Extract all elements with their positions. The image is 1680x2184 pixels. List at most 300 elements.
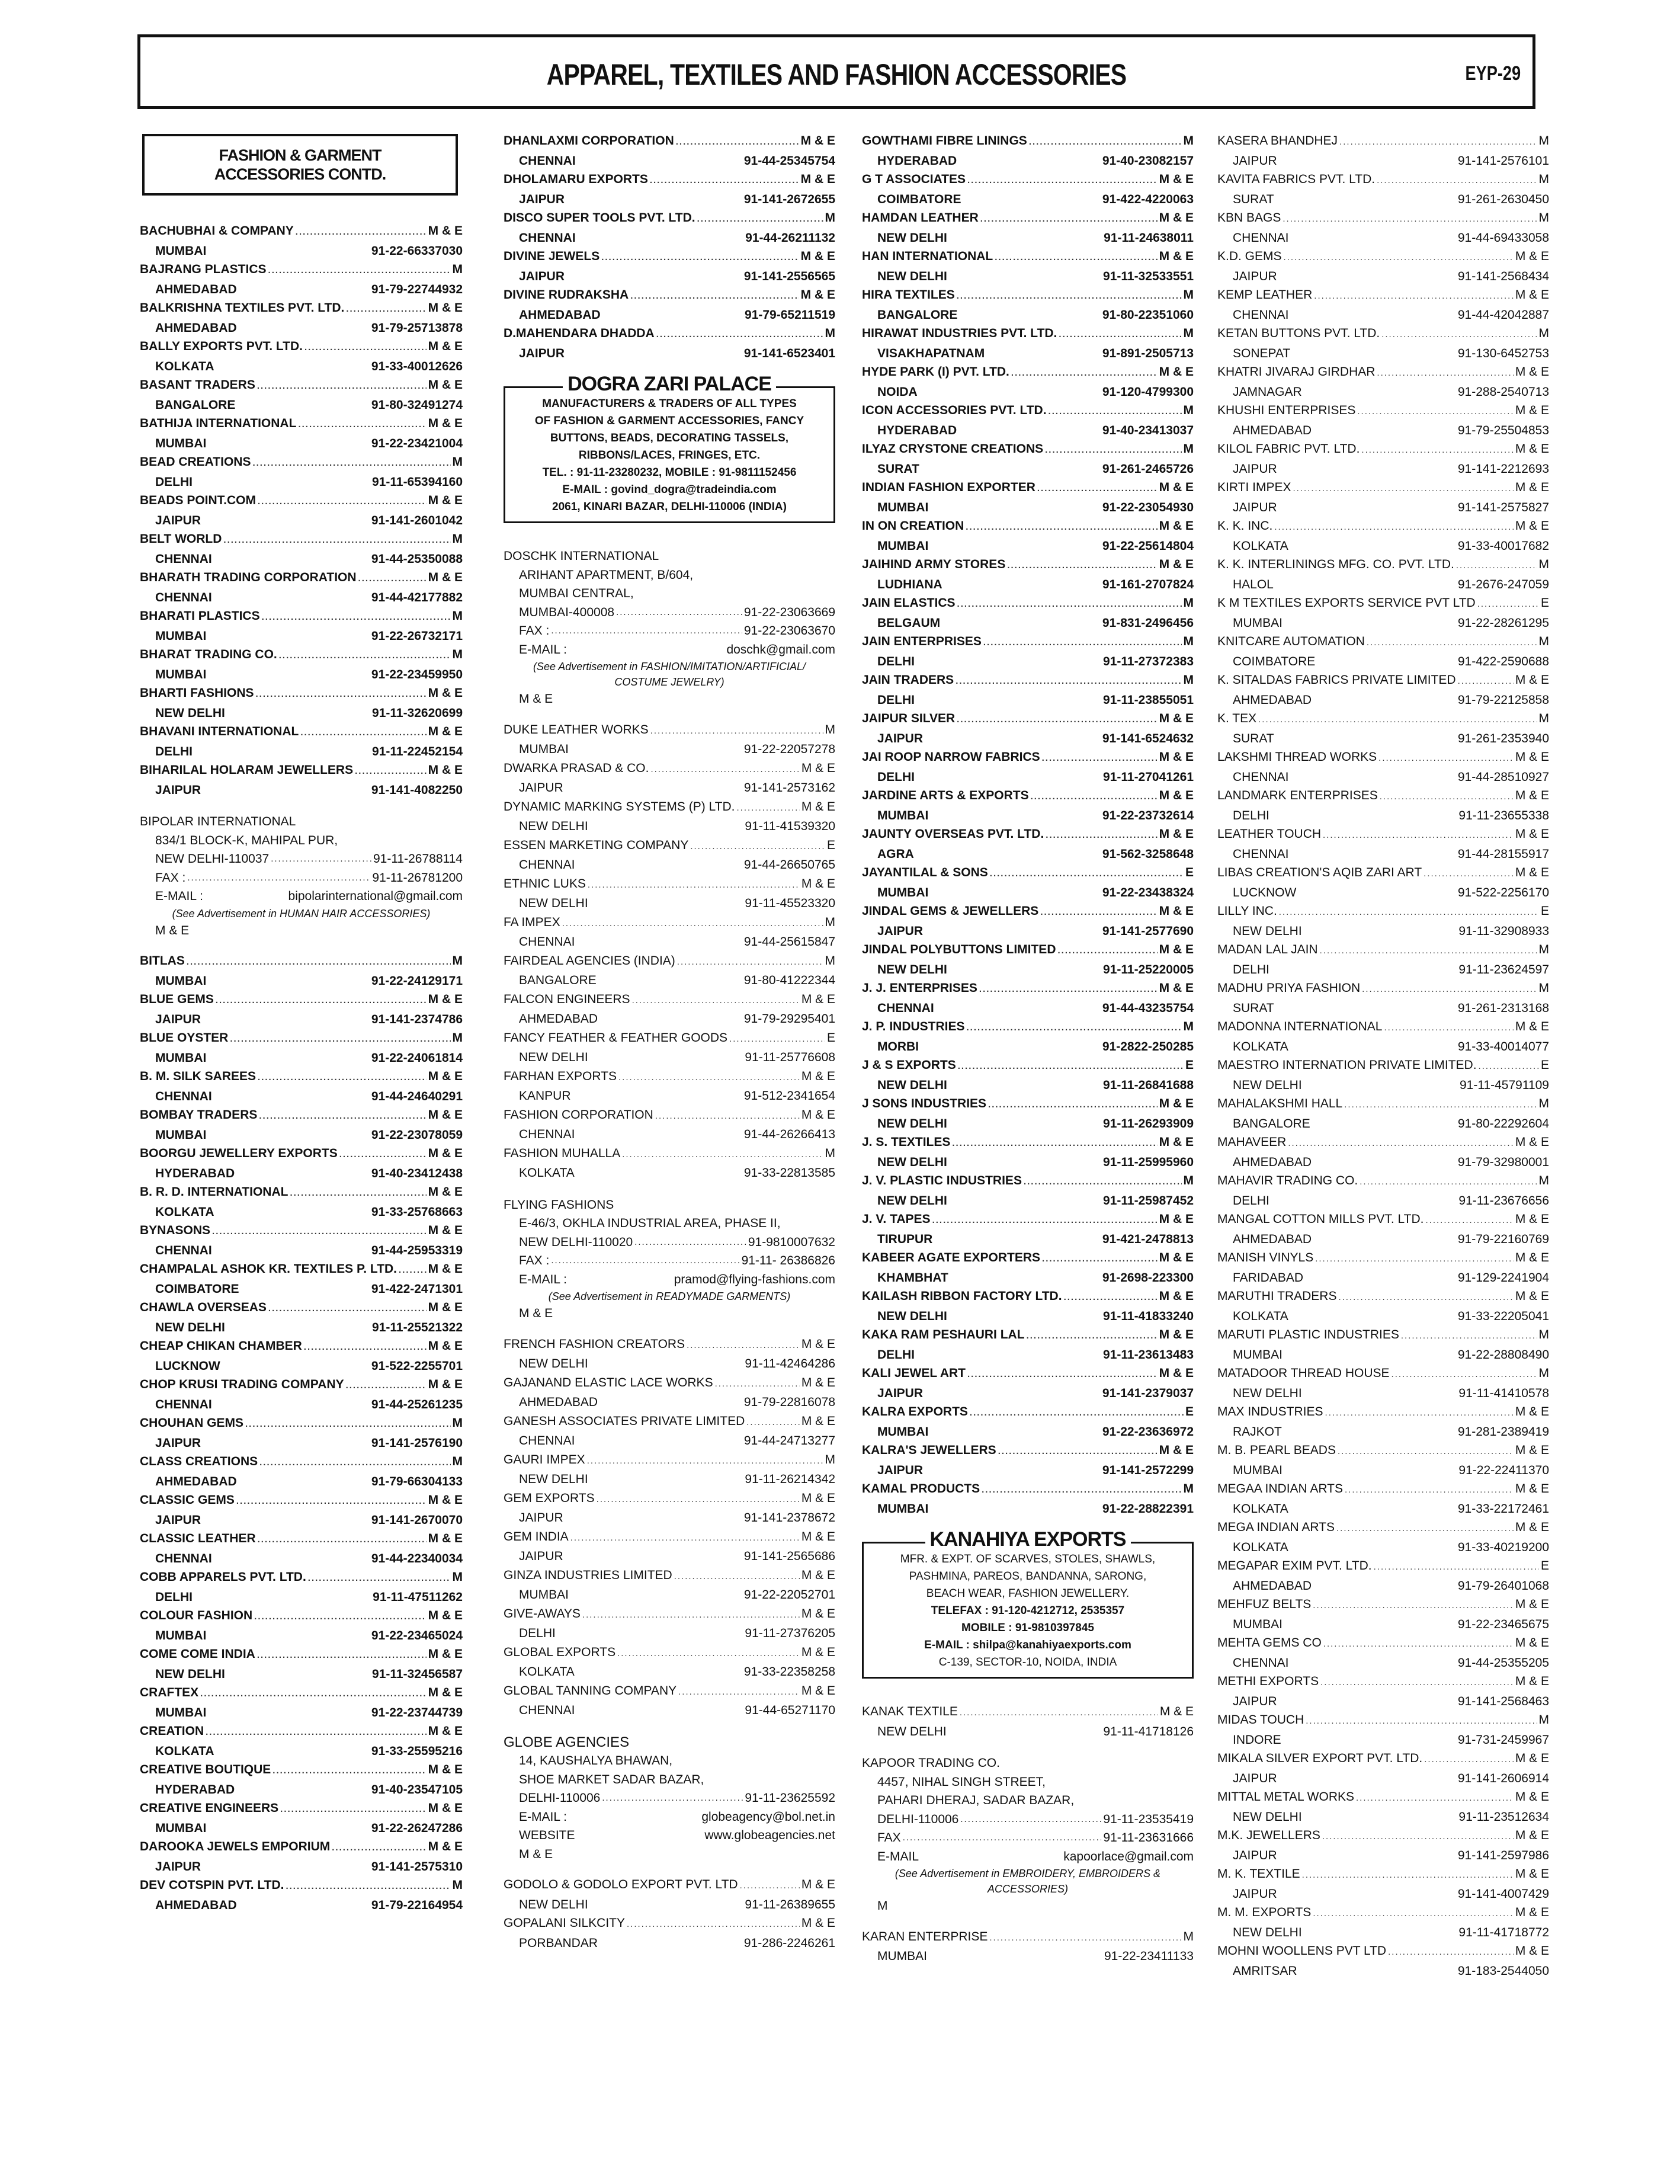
listing-location-row bbox=[504, 1509, 835, 1527]
phone-number: 91-44-25953319 bbox=[371, 1243, 463, 1257]
phone-number: 91-22-23411133 bbox=[1104, 1949, 1194, 1963]
phone-number: 91-522-2256170 bbox=[1457, 885, 1549, 899]
email-label: E-MAIL : bbox=[519, 1810, 567, 1824]
listing-entry bbox=[862, 979, 1194, 1017]
email-address[interactable]: pramod@flying-fashions.com bbox=[674, 1272, 835, 1286]
listing-entry bbox=[140, 1106, 463, 1144]
city: NEW DELHI bbox=[1233, 1386, 1302, 1400]
listing-name-row bbox=[862, 170, 1194, 190]
category-code: M & E bbox=[800, 134, 835, 148]
listing-location-row bbox=[1217, 1923, 1549, 1942]
listing-name-row bbox=[1217, 1056, 1549, 1076]
listing-location-row bbox=[504, 856, 835, 875]
company-name: DIVINE RUDRAKSHA bbox=[504, 288, 629, 302]
listing-location-row bbox=[1217, 498, 1549, 517]
listing-location-row bbox=[140, 1164, 463, 1183]
listing-name-row bbox=[1217, 324, 1549, 344]
listing-name-row bbox=[504, 875, 835, 895]
dot-leader bbox=[1283, 210, 1537, 229]
city: AHMEDABAD bbox=[519, 1012, 598, 1026]
category-code: M & E bbox=[1515, 365, 1549, 379]
listing-block-bipolar bbox=[140, 812, 463, 940]
section-heading-line1: FASHION & GARMENT bbox=[219, 146, 381, 164]
phone-number: 91-22-23438324 bbox=[1102, 885, 1194, 899]
listing-name-row bbox=[504, 720, 835, 741]
listing-entry bbox=[140, 1722, 463, 1760]
city: NEW DELHI bbox=[1233, 1810, 1302, 1824]
category-code: M & E bbox=[801, 1337, 835, 1351]
listing-entry bbox=[140, 1491, 463, 1529]
address-line: 4457, NIHAL SINGH STREET, bbox=[877, 1775, 1046, 1789]
listing-location-row bbox=[140, 1819, 463, 1838]
category-code: M & E bbox=[428, 1609, 463, 1622]
phone-number: 91-44-25345754 bbox=[743, 153, 835, 168]
city: CHENNAI bbox=[519, 935, 575, 949]
listing-location-row bbox=[140, 1665, 463, 1684]
category-code: M & E bbox=[1515, 1405, 1549, 1418]
dot-leader bbox=[236, 1492, 427, 1511]
category-code: M & E bbox=[801, 1568, 835, 1582]
category-code: M & E bbox=[801, 1683, 835, 1698]
phone-number: 91-22-23744739 bbox=[371, 1705, 463, 1719]
company-name: MANGAL COTTON MILLS PVT. LTD. bbox=[1217, 1212, 1424, 1226]
phone-number: 91-11-45791109 bbox=[1459, 1078, 1549, 1092]
category-code: M & E bbox=[428, 1147, 463, 1160]
advertisement-line: C-139, SECTOR-10, NOIDA, INDIA bbox=[938, 1656, 1117, 1669]
listing-location-row bbox=[140, 434, 463, 453]
company-name: D.MAHENDARA DHADDA bbox=[504, 326, 655, 340]
listing-name-row bbox=[862, 132, 1194, 152]
company-name: MAX INDUSTRIES bbox=[1217, 1405, 1323, 1418]
listing-entry bbox=[140, 607, 463, 645]
category-code: M bbox=[1538, 558, 1549, 571]
phone-number: 91-11-25987452 bbox=[1103, 1193, 1194, 1208]
category-code: M bbox=[1538, 1097, 1549, 1110]
phone-number: 91-261-2353940 bbox=[1457, 731, 1549, 745]
phone-number: 91-22-23465024 bbox=[371, 1628, 463, 1642]
listing-location-row bbox=[140, 1434, 463, 1453]
category-code: M & E bbox=[519, 1306, 553, 1320]
listing-name-row bbox=[140, 453, 463, 473]
company-name: CHOUHAN GEMS bbox=[140, 1416, 244, 1430]
city: JAIPUR bbox=[155, 513, 201, 527]
category-code: M & E bbox=[1159, 558, 1194, 571]
dot-leader bbox=[279, 646, 451, 665]
listing-name-row bbox=[140, 1298, 463, 1318]
dot-leader bbox=[1458, 672, 1514, 691]
company-name: CLASSIC GEMS bbox=[140, 1493, 235, 1507]
company-name: CHAWLA OVERSEAS bbox=[140, 1301, 267, 1314]
listing-location-row bbox=[1217, 267, 1549, 286]
listing-location-row bbox=[862, 1307, 1194, 1326]
listing-name-row bbox=[862, 478, 1194, 498]
category-code: M & E bbox=[1515, 827, 1549, 841]
dot-leader bbox=[1045, 441, 1181, 460]
company-name: K. K. INC. bbox=[1217, 519, 1273, 533]
dot-leader bbox=[290, 1184, 426, 1203]
city: SURAT bbox=[877, 462, 919, 476]
dot-leader bbox=[1037, 479, 1158, 498]
company-name: CLASS CREATIONS bbox=[140, 1455, 258, 1468]
city: NEW DELHI bbox=[519, 1357, 588, 1370]
listing-location-row bbox=[862, 229, 1194, 248]
listing-entry bbox=[862, 1248, 1194, 1287]
listing-location-row bbox=[504, 1895, 835, 1914]
category-code: M & E bbox=[1159, 365, 1194, 379]
category-code: M bbox=[1183, 442, 1194, 456]
listing-entry bbox=[140, 684, 463, 722]
category-code: M & E bbox=[1159, 519, 1194, 533]
city: MUMBAI bbox=[877, 539, 929, 553]
listing-location-row bbox=[862, 614, 1194, 633]
listing-name-row bbox=[504, 759, 835, 779]
listing-name-row bbox=[862, 671, 1194, 691]
city: NEW DELHI bbox=[519, 1472, 588, 1486]
phone-number: 91-44-26266413 bbox=[743, 1128, 835, 1141]
listing-name-row bbox=[862, 324, 1194, 344]
listing-location-row bbox=[140, 704, 463, 723]
dot-leader bbox=[1356, 1789, 1514, 1808]
city: BANGALORE bbox=[519, 973, 597, 987]
dot-leader bbox=[1040, 903, 1157, 922]
city: JAIPUR bbox=[519, 781, 563, 795]
city: MUMBAI bbox=[877, 1424, 929, 1439]
category-code: M & E bbox=[155, 923, 190, 937]
listing-location-row bbox=[504, 971, 835, 990]
company-name: ESSEN MARKETING COMPANY bbox=[504, 838, 689, 852]
city: RAJKOT bbox=[1233, 1424, 1282, 1439]
category-code: M & E bbox=[1515, 673, 1549, 687]
category-code: M & E bbox=[1159, 1251, 1194, 1264]
phone-number: 91-11-23512634 bbox=[1458, 1810, 1549, 1824]
dot-leader bbox=[967, 171, 1158, 190]
website-link[interactable]: www.globeagencies.net bbox=[704, 1828, 835, 1842]
fax-row bbox=[140, 869, 463, 888]
listing-location-row bbox=[1217, 1962, 1549, 1981]
company-name: MEGAA INDIAN ARTS bbox=[1217, 1482, 1343, 1496]
phone-number: 91-22-66337030 bbox=[371, 244, 463, 258]
listing-location-row bbox=[504, 1432, 835, 1450]
category-code: M bbox=[1538, 943, 1549, 956]
city: JAIPUR bbox=[519, 1511, 563, 1525]
phone-number: 91-40-23413037 bbox=[1102, 423, 1194, 437]
listing-name-row bbox=[862, 286, 1194, 306]
company-name: GAJANAND ELASTIC LACE WORKS bbox=[504, 1375, 713, 1389]
dot-leader bbox=[957, 710, 1158, 729]
dot-leader bbox=[952, 1134, 1157, 1153]
city: NEW DELHI bbox=[1233, 924, 1302, 938]
listing-name-row bbox=[1217, 555, 1549, 575]
category-code: M & E bbox=[428, 1224, 463, 1237]
city: CHENNAI bbox=[155, 1397, 212, 1411]
phone-number: 91-22-25614804 bbox=[1102, 539, 1194, 553]
dot-leader bbox=[966, 518, 1157, 537]
dot-leader bbox=[346, 1376, 427, 1395]
phone-number: 91-141-2378672 bbox=[743, 1511, 835, 1525]
category-code: M & E bbox=[1515, 1251, 1549, 1264]
city: HYDERABAD bbox=[155, 1166, 235, 1180]
listing-location-row bbox=[862, 922, 1194, 941]
company-name: GIVE-AWAYS bbox=[504, 1606, 581, 1621]
phone-number: 91-11-26214342 bbox=[745, 1472, 835, 1486]
dot-leader bbox=[339, 1145, 427, 1164]
dot-leader bbox=[230, 1030, 450, 1049]
phone-number: 91-141-4082250 bbox=[371, 783, 463, 797]
website-label: WEBSITE bbox=[519, 1828, 575, 1842]
dot-leader bbox=[1339, 133, 1537, 152]
listing-location-row bbox=[140, 1896, 463, 1915]
phone-number: 91-141-2672655 bbox=[743, 192, 835, 206]
phone-number: 91-44-22340034 bbox=[371, 1551, 463, 1565]
phone-number: 91-22-23465675 bbox=[1457, 1617, 1549, 1631]
address-line: 834/1 BLOCK-K, MAHIPAL PUR, bbox=[155, 833, 338, 847]
listing-name-row bbox=[1217, 1672, 1549, 1692]
city: JAIPUR bbox=[519, 269, 565, 283]
company-name: IN ON CREATION bbox=[862, 519, 964, 533]
city: NEW DELHI bbox=[155, 706, 225, 720]
city: NOIDA bbox=[877, 385, 918, 399]
category-code: M & E bbox=[428, 1686, 463, 1699]
listing-entry bbox=[504, 209, 835, 247]
listing-location-row bbox=[1217, 1384, 1549, 1403]
category-code: M bbox=[452, 609, 463, 623]
listing-entry bbox=[1217, 1480, 1549, 1518]
dot-leader bbox=[740, 1876, 800, 1895]
dot-leader bbox=[1384, 1019, 1513, 1037]
phone-number: 91-422-2471301 bbox=[371, 1282, 463, 1296]
dot-leader bbox=[1338, 1288, 1513, 1307]
city: DELHI bbox=[1233, 1193, 1269, 1208]
listing-location-row bbox=[862, 190, 1194, 209]
listing-name: FLYING FASHIONS bbox=[504, 1197, 614, 1212]
category-code: M bbox=[1538, 712, 1549, 725]
listing-entry bbox=[1217, 1942, 1549, 1980]
category-code: M bbox=[452, 1455, 463, 1468]
company-name: HAN INTERNATIONAL bbox=[862, 249, 993, 263]
listing-name-row bbox=[140, 1722, 463, 1742]
dot-leader bbox=[304, 1338, 427, 1357]
company-name: J. V. PLASTIC INDUSTRIES bbox=[862, 1174, 1022, 1187]
category-code: M & E bbox=[428, 301, 463, 315]
category-code: M & E bbox=[801, 1107, 835, 1122]
category-code: M & E bbox=[801, 761, 835, 775]
listing-location-row bbox=[1217, 1538, 1549, 1557]
company-name: LIBAS CREATION'S AQIB ZARI ART bbox=[1217, 866, 1422, 879]
dot-leader bbox=[1279, 903, 1539, 922]
company-name: MIKALA SILVER EXPORT PVT. LTD. bbox=[1217, 1751, 1423, 1765]
listing-location-row bbox=[862, 729, 1194, 748]
listing-entry bbox=[140, 1876, 463, 1914]
phone-number: 91-44-69433058 bbox=[1457, 230, 1549, 245]
phone-row bbox=[504, 603, 835, 622]
city: MUMBAI bbox=[877, 808, 929, 822]
category-code: M & E bbox=[800, 172, 835, 186]
listing-name-row bbox=[1217, 401, 1549, 421]
listing-entry bbox=[862, 1017, 1194, 1056]
city: KOLKATA bbox=[155, 1744, 214, 1758]
listing-entry bbox=[504, 170, 835, 209]
listing-location-row bbox=[1217, 1500, 1549, 1519]
email-address[interactable]: kapoorlace@gmail.com bbox=[1063, 1849, 1194, 1863]
phone-number: 91-22-23078059 bbox=[371, 1128, 463, 1142]
company-name: KALI JEWEL ART bbox=[862, 1366, 966, 1380]
listing-name-row bbox=[1217, 1749, 1549, 1769]
city: MUMBAI bbox=[877, 500, 929, 514]
listing-entry bbox=[1217, 1441, 1549, 1480]
listing-entry bbox=[862, 902, 1194, 940]
dot-leader bbox=[1323, 826, 1514, 845]
fax-row bbox=[504, 1251, 835, 1270]
company-name: CLASSIC LEATHER bbox=[140, 1532, 256, 1545]
email-row bbox=[140, 887, 463, 906]
category-code: E bbox=[826, 1030, 835, 1045]
listing-name-row bbox=[140, 568, 463, 588]
category-code: M & E bbox=[1515, 1597, 1549, 1611]
city: MUMBAI bbox=[519, 1588, 569, 1602]
listing-name-row bbox=[504, 1875, 835, 1895]
phone-number: 91-11-23625592 bbox=[745, 1791, 835, 1805]
city: JAIPUR bbox=[519, 346, 565, 360]
category-code: M & E bbox=[1515, 750, 1549, 764]
category-code: M & E bbox=[801, 1606, 835, 1621]
address-line: DELHI-110006 bbox=[877, 1812, 959, 1826]
listing-entry bbox=[1217, 748, 1549, 786]
listing-name-row bbox=[140, 1837, 463, 1858]
listing-location-row bbox=[862, 845, 1194, 864]
page-title: APPAREL, TEXTILES AND FASHION ACCESSORIES bbox=[546, 58, 1127, 91]
dot-leader bbox=[650, 722, 823, 741]
listing-name-row bbox=[1217, 940, 1549, 960]
listing-name-row bbox=[1217, 1865, 1549, 1885]
category-code: M & E bbox=[428, 992, 463, 1006]
dot-leader bbox=[256, 685, 427, 704]
phone-number: 91-22-22057278 bbox=[743, 742, 835, 756]
listing-entry bbox=[140, 1645, 463, 1683]
listing-name-row bbox=[140, 491, 463, 511]
phone-number: 91-261-2630450 bbox=[1457, 192, 1549, 206]
listing-location-row bbox=[140, 1126, 463, 1145]
phone-number: 91-11-45523320 bbox=[745, 896, 835, 910]
city: JAIPUR bbox=[877, 1386, 924, 1400]
listing-name-row bbox=[862, 517, 1194, 537]
city: MUMBAI bbox=[155, 973, 207, 988]
listing-name-row bbox=[862, 1287, 1194, 1307]
company-name: DAROOKA JEWELS EMPORIUM bbox=[140, 1840, 331, 1853]
listing-name-row bbox=[140, 1106, 463, 1126]
phone-number: 91-261-2465726 bbox=[1102, 462, 1194, 476]
listing-entry bbox=[140, 1760, 463, 1799]
dot-leader bbox=[206, 1723, 427, 1742]
listing-name-row bbox=[1217, 1942, 1549, 1962]
city: DELHI bbox=[1233, 808, 1269, 822]
company-name: MADAN LAL JAIN bbox=[1217, 943, 1318, 956]
listing-entry bbox=[140, 1799, 463, 1837]
listing-location-row bbox=[862, 1230, 1194, 1249]
category-code: M bbox=[452, 1416, 463, 1430]
listing-entry bbox=[140, 1183, 463, 1221]
phone-number: 91-44-42177882 bbox=[371, 590, 463, 604]
phone-number: 91-11-25220005 bbox=[1103, 962, 1194, 976]
listing-name-row bbox=[140, 607, 463, 627]
company-name: BEADS POINT.COM bbox=[140, 494, 257, 507]
category-code: M & E bbox=[1159, 1212, 1194, 1226]
listing-name-row bbox=[1217, 1480, 1549, 1500]
phone-number: 91-40-23082157 bbox=[1102, 153, 1194, 168]
listing-location-row bbox=[504, 1087, 835, 1106]
category-code: M & E bbox=[1159, 211, 1194, 225]
phone-number: 91-141-2374786 bbox=[371, 1012, 463, 1026]
dot-leader bbox=[715, 1375, 800, 1394]
email-address[interactable]: bipolarinternational@gmail.com bbox=[288, 889, 463, 903]
phone-number: 91-141-2575310 bbox=[371, 1859, 463, 1874]
dot-leader bbox=[1378, 749, 1514, 768]
dot-leader bbox=[562, 914, 823, 933]
listing-location-row bbox=[140, 588, 463, 607]
category-code: M bbox=[825, 326, 835, 340]
city: MUMBAI bbox=[155, 1128, 207, 1142]
listing-location-row bbox=[1217, 1808, 1549, 1827]
company-name: MEHFUZ BELTS bbox=[1217, 1597, 1312, 1611]
listing-location-row bbox=[1217, 1037, 1549, 1056]
listing-entry bbox=[504, 1914, 835, 1952]
dot-leader bbox=[1338, 1442, 1514, 1461]
city: CHENNAI bbox=[519, 858, 575, 872]
dot-leader bbox=[259, 1107, 426, 1126]
listing-name-row bbox=[1217, 286, 1549, 306]
dot-leader bbox=[1024, 1173, 1182, 1192]
listing-name-row bbox=[1217, 247, 1549, 267]
city: MUMBAI bbox=[877, 885, 929, 899]
listing-entry bbox=[140, 1029, 463, 1067]
category-code: M & E bbox=[428, 571, 463, 584]
listing-entry bbox=[862, 1287, 1194, 1325]
company-name: M.K. JEWELLERS bbox=[1217, 1828, 1320, 1842]
company-name: CREATION bbox=[140, 1724, 204, 1738]
listing-name-row bbox=[504, 247, 835, 267]
category-code: M & E bbox=[1159, 1443, 1194, 1457]
category-code: M bbox=[1183, 326, 1194, 340]
email-address[interactable]: doschk@gmail.com bbox=[726, 642, 835, 657]
company-name: ETHNIC LUKS bbox=[504, 876, 586, 891]
category-code: M & E bbox=[801, 1878, 835, 1891]
listing-name-row bbox=[1217, 1248, 1549, 1269]
listing-location-row bbox=[862, 883, 1194, 902]
city: PORBANDAR bbox=[519, 1936, 598, 1950]
listing-entry bbox=[504, 1106, 835, 1144]
company-name: DEV COTSPIN PVT. LTD. bbox=[140, 1878, 284, 1892]
listing-group bbox=[140, 952, 463, 1914]
dot-leader bbox=[1274, 518, 1513, 537]
city: FARIDABAD bbox=[1233, 1270, 1304, 1285]
city: KOLKATA bbox=[519, 1166, 575, 1180]
listing-name-row bbox=[140, 260, 463, 280]
dot-leader bbox=[655, 1107, 800, 1126]
email-address[interactable]: globeagency@bol.net.in bbox=[701, 1810, 835, 1824]
city: AHMEDABAD bbox=[155, 1474, 237, 1488]
advertisement-line: TEL. : 91-11-23280232, MOBILE : 91-9811152456 bbox=[542, 466, 797, 479]
city: NEW DELHI bbox=[1233, 1925, 1302, 1939]
category-code: M & E bbox=[1515, 1867, 1549, 1881]
listing-entry bbox=[862, 863, 1194, 902]
listing-name-row bbox=[1217, 825, 1549, 845]
listing-entry bbox=[862, 1441, 1194, 1480]
dot-leader bbox=[687, 1336, 800, 1355]
listing-entry bbox=[504, 286, 835, 324]
listing-location-row bbox=[504, 1010, 835, 1029]
address-line: DELHI-110006 bbox=[519, 1791, 601, 1805]
listing-location-row bbox=[862, 806, 1194, 825]
listing-location-row bbox=[862, 344, 1194, 363]
